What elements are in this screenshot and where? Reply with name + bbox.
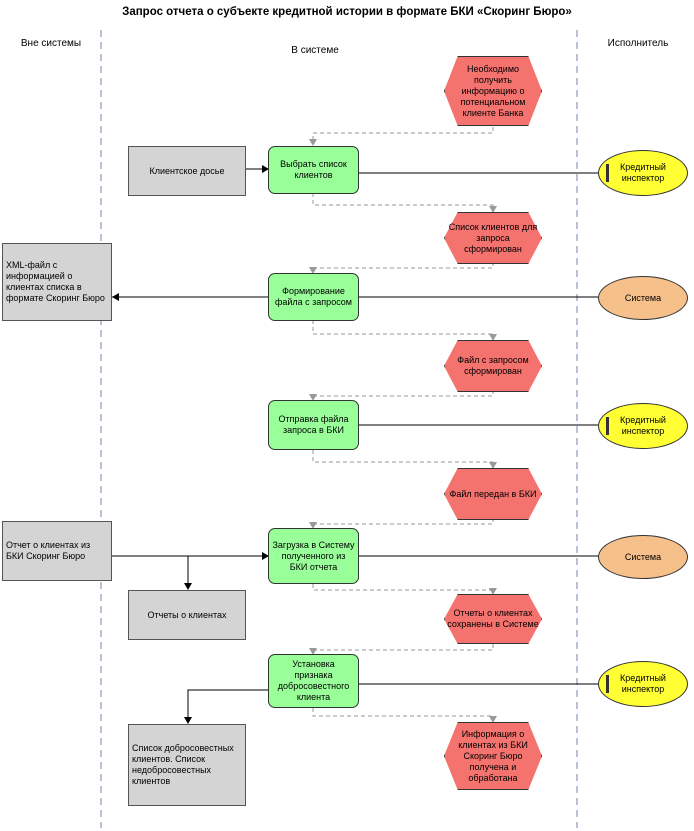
doc-client-dossier[interactable] <box>128 146 246 196</box>
role-stripe <box>606 675 609 693</box>
doc-client-reports-label: Отчеты о клиентах <box>147 609 227 620</box>
event-reports-saved[interactable] <box>444 594 542 644</box>
process-load-report-label: Загрузка в Систему полученного из БКИ отчета <box>272 539 355 572</box>
role-credit-inspector-2-label: Кредитный инспектор <box>620 415 666 436</box>
role-system-1-label: Система <box>624 292 662 303</box>
process-select-clients-label: Выбрать список клиентов <box>280 159 347 180</box>
process-load-report[interactable] <box>268 528 359 584</box>
process-set-flag[interactable] <box>268 654 359 708</box>
process-form-file-label: Формирование файла с запросом <box>274 286 352 307</box>
event-need-info-label: Необходимо получить информацию о потенциальном клиенте Банка <box>460 63 526 118</box>
doc-client-reports[interactable] <box>128 590 246 640</box>
process-set-flag-label: Установка признака добросовестного клиента <box>277 659 350 702</box>
event-info-received-label: Информация о клиентах из БКИ Скоринг Бюро получена и обработана <box>458 728 528 783</box>
event-file-formed-label: Файл с запросом сформирован <box>457 355 529 376</box>
process-select-clients[interactable] <box>268 146 359 194</box>
role-system-2-label: Система <box>624 551 662 562</box>
page-title: Запрос отчета о субъекте кредитной истории в формате БКИ «Скоринг Бюро» <box>122 6 572 18</box>
event-need-info[interactable] <box>444 56 542 126</box>
doc-good-bad-lists-label: Список добросовестных клиентов. Список недобросовестных клиентов <box>132 743 234 786</box>
role-credit-inspector-2[interactable] <box>598 403 688 449</box>
event-reports-saved-label: Отчеты о клиентах сохранены в Системе <box>447 608 539 629</box>
role-stripe <box>606 417 609 435</box>
process-send-file[interactable] <box>268 400 359 450</box>
doc-xml-file-label: XML-файл с информацией о клиентах списка в формате Скоринг Бюро <box>6 260 105 303</box>
event-file-sent-label: Файл передан в БКИ <box>449 488 537 499</box>
event-file-formed[interactable] <box>444 340 542 392</box>
role-credit-inspector-3-label: Кредитный инспектор <box>620 673 666 694</box>
role-system-1[interactable] <box>598 276 688 320</box>
lane-label-system: В системе <box>291 45 339 56</box>
role-stripe <box>606 164 609 182</box>
process-form-file[interactable] <box>268 273 359 321</box>
doc-client-dossier-label: Клиентское досье <box>149 165 225 176</box>
process-send-file-label: Отправка файла запроса в БКИ <box>278 414 349 435</box>
role-system-2[interactable] <box>598 535 688 579</box>
role-credit-inspector-1-label: Кредитный инспектор <box>620 162 666 183</box>
event-file-sent[interactable] <box>444 468 542 520</box>
doc-report-from-bki[interactable] <box>2 521 112 581</box>
lane-label-outside: Вне системы <box>20 38 82 49</box>
doc-good-bad-lists[interactable] <box>128 724 246 806</box>
event-client-list-formed[interactable] <box>444 212 542 264</box>
doc-report-from-bki-label: Отчет о клиентах из БКИ Скоринг Бюро <box>6 540 91 561</box>
role-credit-inspector-3[interactable] <box>598 661 688 707</box>
lane-label-performer: Исполнитель <box>607 38 669 49</box>
role-credit-inspector-1[interactable] <box>598 150 688 196</box>
event-info-received[interactable] <box>444 722 542 790</box>
event-client-list-formed-label: Список клиентов для запроса сформирован <box>448 221 538 254</box>
doc-xml-file[interactable] <box>2 243 112 321</box>
